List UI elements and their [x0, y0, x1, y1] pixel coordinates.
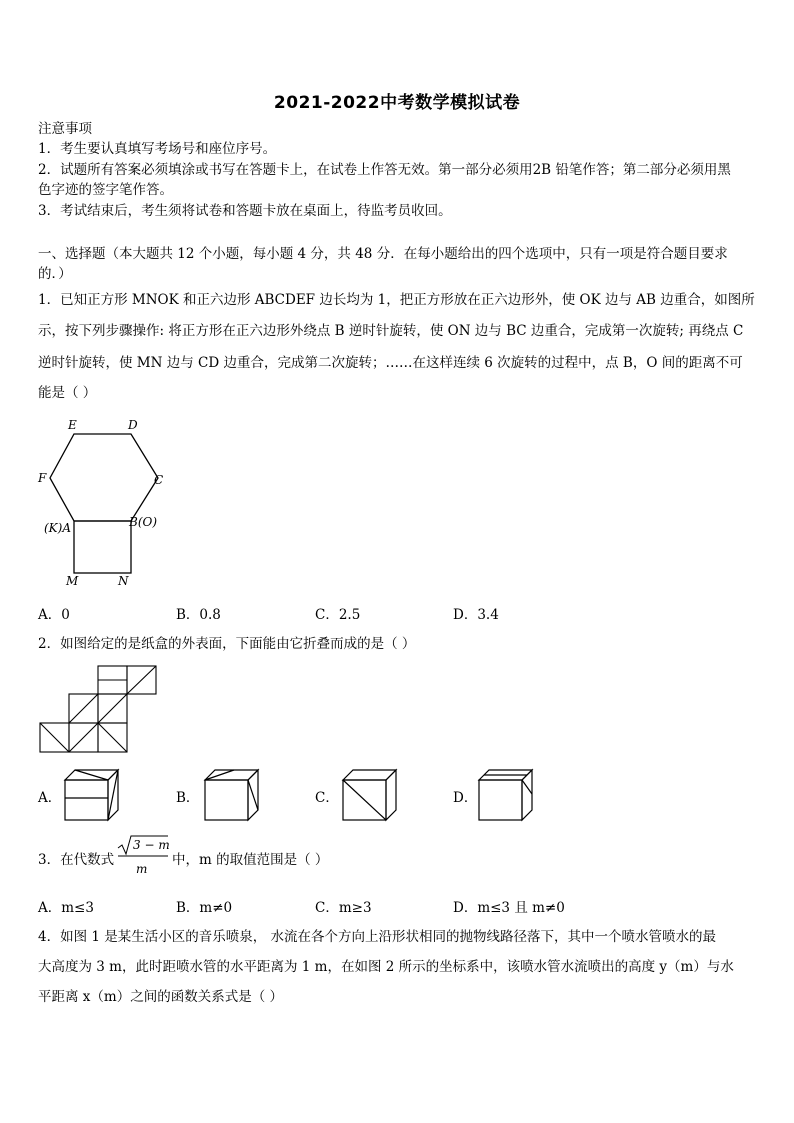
q4-line: 大高度为 3 m，此时距喷水管的水平距离为 1 m，在如图 2 所示的坐标系中，该喷水管水流喷出的高度 y（m）与水 — [38, 959, 734, 975]
q3-option-b: B．m≠0 — [176, 900, 233, 916]
q2-option-b-cube — [202, 766, 262, 824]
notes-heading: 注意事项 — [38, 121, 92, 137]
section-heading: 一、选择题（本大题共 12 个小题，每小题 4 分，共 48 分．在每小题给出的四个选项中，只有一项是符合题目要求 — [38, 246, 728, 262]
q2-option-a-cube — [62, 766, 122, 824]
q4-line: 4．如图 1 是某生活小区的音乐喷泉， 水流在各个方向上沿形状相同的抛物线路径落下，其中一个喷水管喷水的最 — [38, 929, 717, 945]
q1-option-a: A．0 — [38, 607, 70, 623]
q3-option-c: C．m≥3 — [315, 900, 372, 916]
note-item: 色字迹的签字笔作答。 — [38, 182, 173, 198]
q2-stem: 2．如图给定的是纸盒的外表面，下面能由它折叠而成的是（ ） — [38, 636, 416, 652]
q3-stem-prefix: 3．在代数式 — [38, 852, 115, 868]
note-item: 1．考生要认真填写考场号和座位序号。 — [38, 141, 277, 157]
q2-option-c-cube — [340, 766, 400, 824]
label-d: D — [128, 418, 138, 432]
q1-line: 逆时针旋转，使 MN 边与 CD 边重合，完成第二次旋转；……在这样连续 6 次旋转的过程中，点 B，O 间的距离不可 — [38, 355, 743, 371]
label-e: E — [68, 418, 77, 432]
q3-numerator: 3 − m — [133, 838, 170, 852]
q2-option-a-label: A． — [38, 790, 62, 806]
label-c: C — [154, 473, 164, 487]
q1-line: 示，按下列步骤操作: 将正方形在正六边形外绕点 B 逆时针旋转，使 ON 边与 BC 边重合，完成第一次旋转; 再绕点 C — [38, 323, 744, 339]
q1-option-c: C．2.5 — [315, 607, 361, 623]
q2-net-figure — [36, 664, 166, 758]
page-title: 2021-2022中考数学模拟试卷 — [273, 93, 521, 113]
q3-option-a: A．m≤3 — [38, 900, 94, 916]
label-ka: (K)A — [44, 521, 71, 535]
hexagon-shape — [50, 434, 158, 521]
square-shape — [74, 521, 131, 573]
q3-stem-suffix: 中，m 的取值范围是（ ） — [172, 852, 329, 868]
q1-line: 能是（ ） — [38, 385, 97, 401]
label-f: F — [38, 471, 47, 485]
note-item: 3．考试结束后，考生须将试卷和答题卡放在桌面上，待监考员收回。 — [38, 203, 452, 219]
q3-fraction — [116, 834, 170, 878]
q3-option-d: D．m≤3 且 m≠0 — [453, 900, 565, 916]
q4-line: 平距离 x（m）之间的函数关系式是（ ） — [38, 989, 283, 1005]
label-m: M — [66, 574, 79, 588]
q1-line: 1．已知正方形 MNOK 和正六边形 ABCDEF 边长均为 1，把正方形放在正六边形外，使 OK 边与 AB 边重合，如图所 — [38, 292, 755, 308]
q2-option-d-label: D． — [453, 790, 478, 806]
q2-option-d-cube — [476, 766, 540, 824]
q3-denominator: m — [136, 862, 148, 876]
section-heading-cont: 的．） — [38, 266, 72, 282]
note-item: 2．试题所有答案必须填涂或书写在答题卡上，在试卷上作答无效。第一部分必须用2B 铅笔作答；第二部分必须用黑 — [38, 162, 731, 178]
q2-option-b-label: B． — [176, 790, 200, 806]
q1-option-d: D．3.4 — [453, 607, 499, 623]
label-n: N — [118, 574, 129, 588]
label-bo: B(O) — [129, 515, 158, 529]
q2-option-c-label: C． — [315, 790, 339, 806]
q1-option-b: B．0.8 — [176, 607, 221, 623]
q1-figure — [30, 412, 180, 592]
